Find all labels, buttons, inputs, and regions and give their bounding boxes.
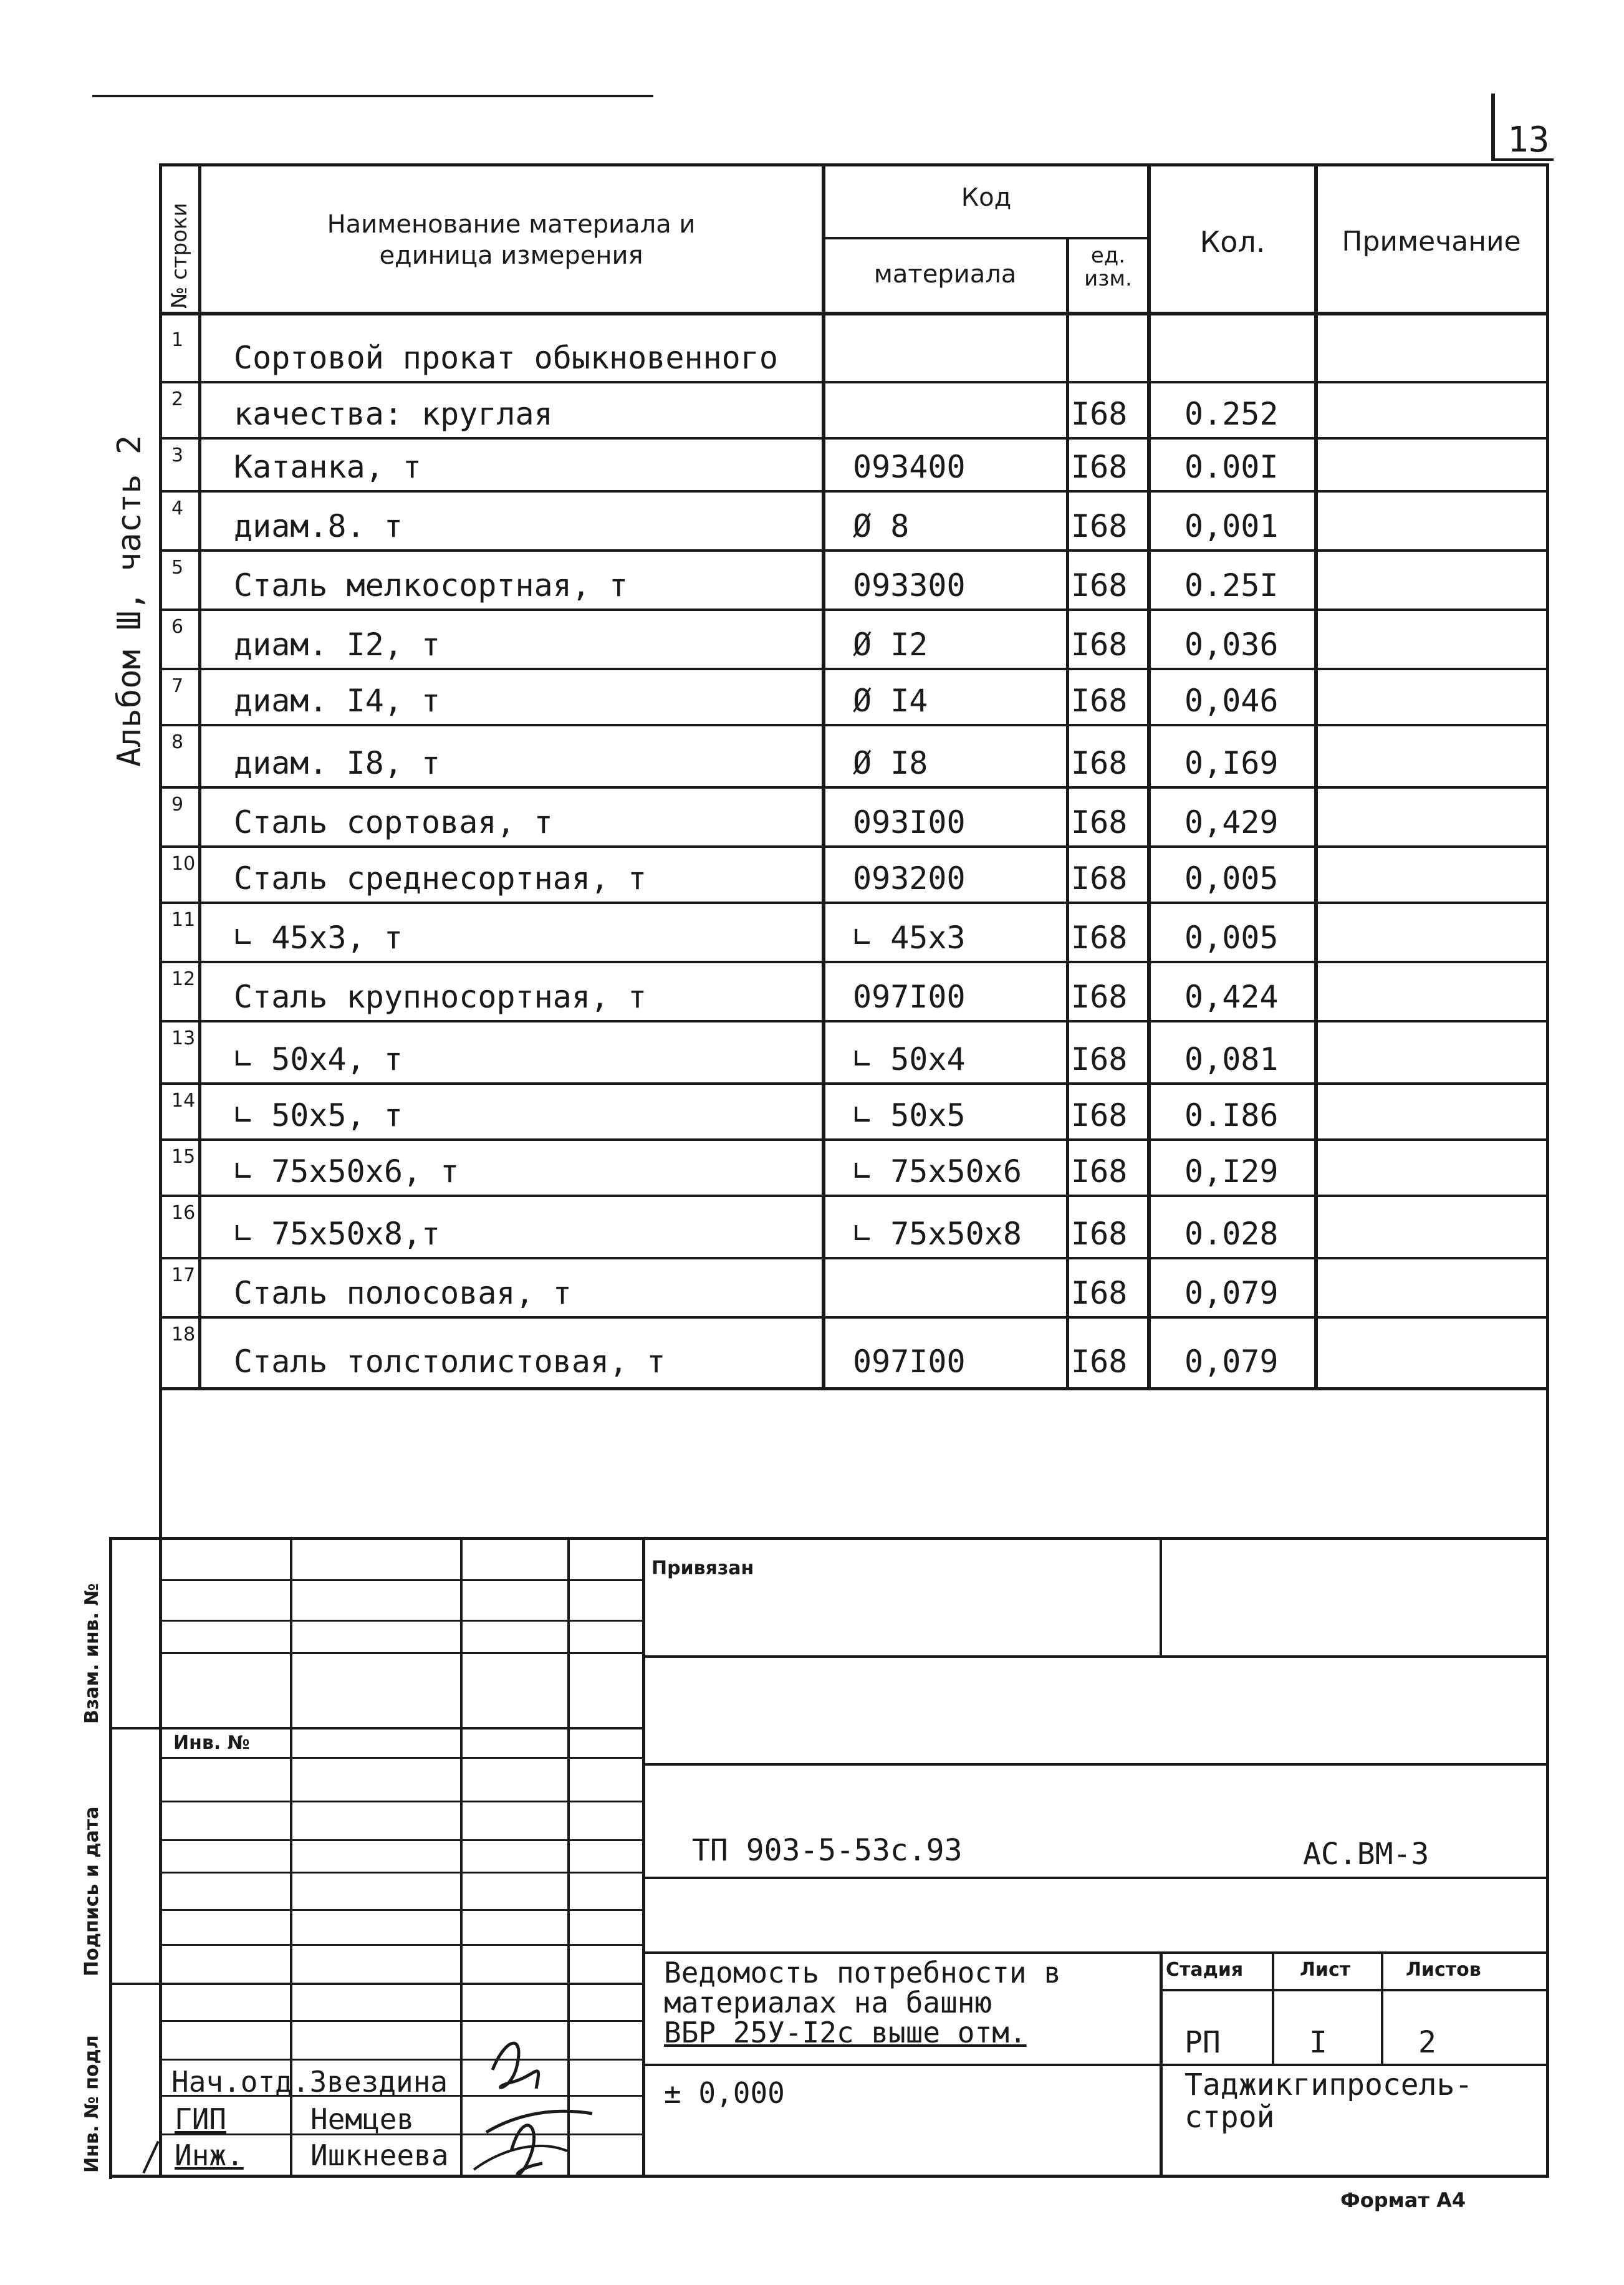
label-podpis-data: Подпись и дата	[81, 1806, 103, 1976]
row-number: 17	[171, 1264, 196, 1286]
label-vzam-inv: Взам. инв. №	[81, 1583, 103, 1724]
row-name: ∟ 50x5, т	[234, 1097, 403, 1133]
table-row	[0, 904, 1624, 963]
row-qty: 0.028	[1184, 1216, 1279, 1252]
row-code: ∟ 75x50x8	[853, 1216, 1022, 1252]
row-unit: I68	[1071, 860, 1128, 897]
table-row	[0, 1141, 1624, 1197]
header-row-number: № строки	[167, 203, 192, 309]
table-row	[0, 493, 1624, 552]
table-row	[0, 963, 1624, 1022]
row-code: 093I00	[853, 804, 966, 840]
row-number: 12	[171, 968, 196, 990]
row-unit: I68	[1071, 396, 1128, 432]
header-material: материала	[873, 260, 1017, 289]
table-row	[0, 726, 1624, 789]
signature-row-2	[175, 2102, 415, 2136]
row-code: ∟ 75x50x6	[853, 1153, 1022, 1190]
header-qty: Кол.	[1199, 225, 1266, 259]
row-unit: I68	[1071, 1275, 1128, 1311]
table-row	[0, 1197, 1624, 1259]
row-qty: 0,I29	[1184, 1153, 1279, 1190]
row-qty: 0.25I	[1184, 567, 1279, 604]
row-code: ∟ 50x4	[853, 1041, 966, 1077]
row-code: 097I00	[853, 979, 966, 1015]
row-code: Ø I2	[853, 627, 928, 663]
row-qty: 0,079	[1184, 1275, 1279, 1311]
row-code: ∟ 45x3	[853, 920, 966, 956]
row-code: Ø I8	[853, 745, 928, 781]
row-number: 18	[171, 1324, 196, 1345]
row-number: 15	[171, 1146, 196, 1168]
table-row	[0, 552, 1624, 611]
stage-label: Стадия	[1166, 1959, 1244, 1981]
sheets-value: 2	[1418, 2025, 1436, 2060]
row-number: 13	[171, 1027, 196, 1049]
row-number: 14	[171, 1090, 196, 1112]
description-line-2: материалах на башню	[664, 1986, 992, 2019]
inv-no-label: Инв. №	[173, 1732, 250, 1754]
description-line-3: ВБР 25У-I2с выше отм.	[664, 2016, 1027, 2049]
row-number: 16	[171, 1202, 196, 1224]
row-qty: 0.252	[1184, 396, 1279, 432]
doc-code: ТП 903-5-53с.93	[692, 1833, 963, 1868]
table-row	[0, 383, 1624, 440]
row-name: ∟ 45x3, т	[234, 920, 403, 956]
row-unit: I68	[1071, 1344, 1128, 1380]
row-unit: I68	[1071, 508, 1128, 544]
row-name: диам. I2, т	[234, 627, 441, 663]
header-note: Примечание	[1342, 226, 1521, 257]
table-row	[0, 1085, 1624, 1141]
row-number: 3	[171, 445, 184, 466]
organization: Таджикгипросель- строй	[1184, 2067, 1473, 2135]
row-unit: I68	[1071, 1041, 1128, 1077]
signature-tick	[142, 2141, 159, 2173]
name-1: Звездина	[309, 2065, 448, 2099]
row-name: Сталь мелкосортная, т	[234, 567, 628, 604]
row-qty: 0,079	[1184, 1344, 1279, 1380]
row-unit: I68	[1071, 1153, 1128, 1190]
row-code: 093300	[853, 567, 966, 604]
row-name: Катанка, т	[234, 449, 422, 485]
row-number: 2	[171, 388, 184, 410]
signature-row-3	[175, 2138, 449, 2172]
sheet-code: АС.ВМ-3	[1303, 1837, 1429, 1872]
signature-scribbles	[449, 1964, 611, 2176]
table-row	[0, 1259, 1624, 1319]
row-unit: I68	[1071, 567, 1128, 604]
row-unit: I68	[1071, 804, 1128, 840]
signature-row-1	[171, 2065, 448, 2099]
row-number: 6	[171, 616, 184, 638]
row-name: Сортовой прокат обыкновенного	[234, 340, 778, 376]
description-line-1: Ведомость потребности в	[664, 1956, 1061, 1989]
row-name: Сталь сортовая, т	[234, 804, 553, 840]
stage-value: РП	[1184, 2025, 1221, 2060]
name-2: Немцев	[310, 2102, 415, 2136]
row-number: 7	[171, 675, 184, 697]
sheet-value: I	[1309, 2025, 1327, 2060]
row-number: 10	[171, 853, 196, 875]
label-inv-podl: Инв. № подл	[81, 2035, 103, 2173]
sheets-label: Листов	[1406, 1959, 1481, 1981]
header-name: Наименование материала и единица измерения	[327, 210, 696, 270]
row-name: ∟ 75x50x6, т	[234, 1153, 459, 1190]
row-unit: I68	[1071, 979, 1128, 1015]
table-row	[0, 611, 1624, 670]
row-unit: I68	[1071, 683, 1128, 719]
row-name: ∟ 50x4, т	[234, 1041, 403, 1077]
role-3: Инж.	[175, 2138, 244, 2172]
row-code: 093200	[853, 860, 966, 897]
row-qty: 0.I86	[1184, 1097, 1279, 1133]
table-row	[0, 324, 1624, 383]
row-number: 8	[171, 731, 184, 753]
row-name: диам. I8, т	[234, 745, 441, 781]
format-label: Формат А4	[1340, 2188, 1466, 2212]
table-row	[0, 1022, 1624, 1085]
table-row	[0, 670, 1624, 726]
table-row	[0, 440, 1624, 493]
row-name: Сталь крупносортная, т	[234, 979, 647, 1015]
row-unit: I68	[1071, 1097, 1128, 1133]
row-code: 093400	[853, 449, 966, 485]
row-qty: 0,046	[1184, 683, 1279, 719]
row-qty: 0,I69	[1184, 745, 1279, 781]
header-unit: ед. изм.	[1084, 243, 1132, 292]
row-qty: 0,005	[1184, 920, 1279, 956]
name-3: Ишкнеева	[310, 2138, 449, 2172]
header-code: Код	[961, 183, 1012, 212]
row-name: Сталь толстолистовая, т	[234, 1344, 666, 1380]
row-number: 4	[171, 498, 184, 519]
row-unit: I68	[1071, 1216, 1128, 1252]
row-qty: 0.00I	[1184, 449, 1279, 485]
row-number: 11	[171, 909, 196, 931]
row-code: Ø 8	[853, 508, 910, 544]
row-qty: 0,036	[1184, 627, 1279, 663]
sheet-label: Лист	[1300, 1959, 1351, 1981]
row-code: Ø I4	[853, 683, 928, 719]
table-row	[0, 848, 1624, 904]
table-row	[0, 1319, 1624, 1387]
row-name: диам. I4, т	[234, 683, 441, 719]
role-1: Нач.отд.	[171, 2065, 310, 2099]
row-unit: I68	[1071, 627, 1128, 663]
description	[664, 1958, 1061, 2047]
row-code: ∟ 50x5	[853, 1097, 966, 1133]
row-code: 097I00	[853, 1344, 966, 1380]
row-qty: 0,424	[1184, 979, 1279, 1015]
album-label: Альбом Ш, часть 2	[111, 435, 148, 767]
page-number: 13	[1507, 120, 1550, 160]
row-name: ∟ 75x50x8,т	[234, 1216, 441, 1252]
row-qty: 0,429	[1184, 804, 1279, 840]
row-name: качества: круглая	[234, 396, 553, 432]
row-unit: I68	[1071, 920, 1128, 956]
row-number: 9	[171, 794, 184, 815]
row-qty: 0,005	[1184, 860, 1279, 897]
role-2: ГИП	[175, 2102, 227, 2136]
row-name: Сталь среднесортная, т	[234, 860, 647, 897]
row-number: 1	[171, 329, 184, 351]
privyazan-label: Привязан	[651, 1557, 754, 1579]
table-row	[0, 789, 1624, 848]
row-qty: 0,001	[1184, 508, 1279, 544]
row-number: 5	[171, 557, 184, 579]
elevation: ± 0,000	[664, 2076, 785, 2110]
row-unit: I68	[1071, 745, 1128, 781]
row-name: диам.8. т	[234, 508, 403, 544]
row-name: Сталь полосовая, т	[234, 1275, 572, 1311]
row-unit: I68	[1071, 449, 1128, 485]
row-qty: 0,081	[1184, 1041, 1279, 1077]
